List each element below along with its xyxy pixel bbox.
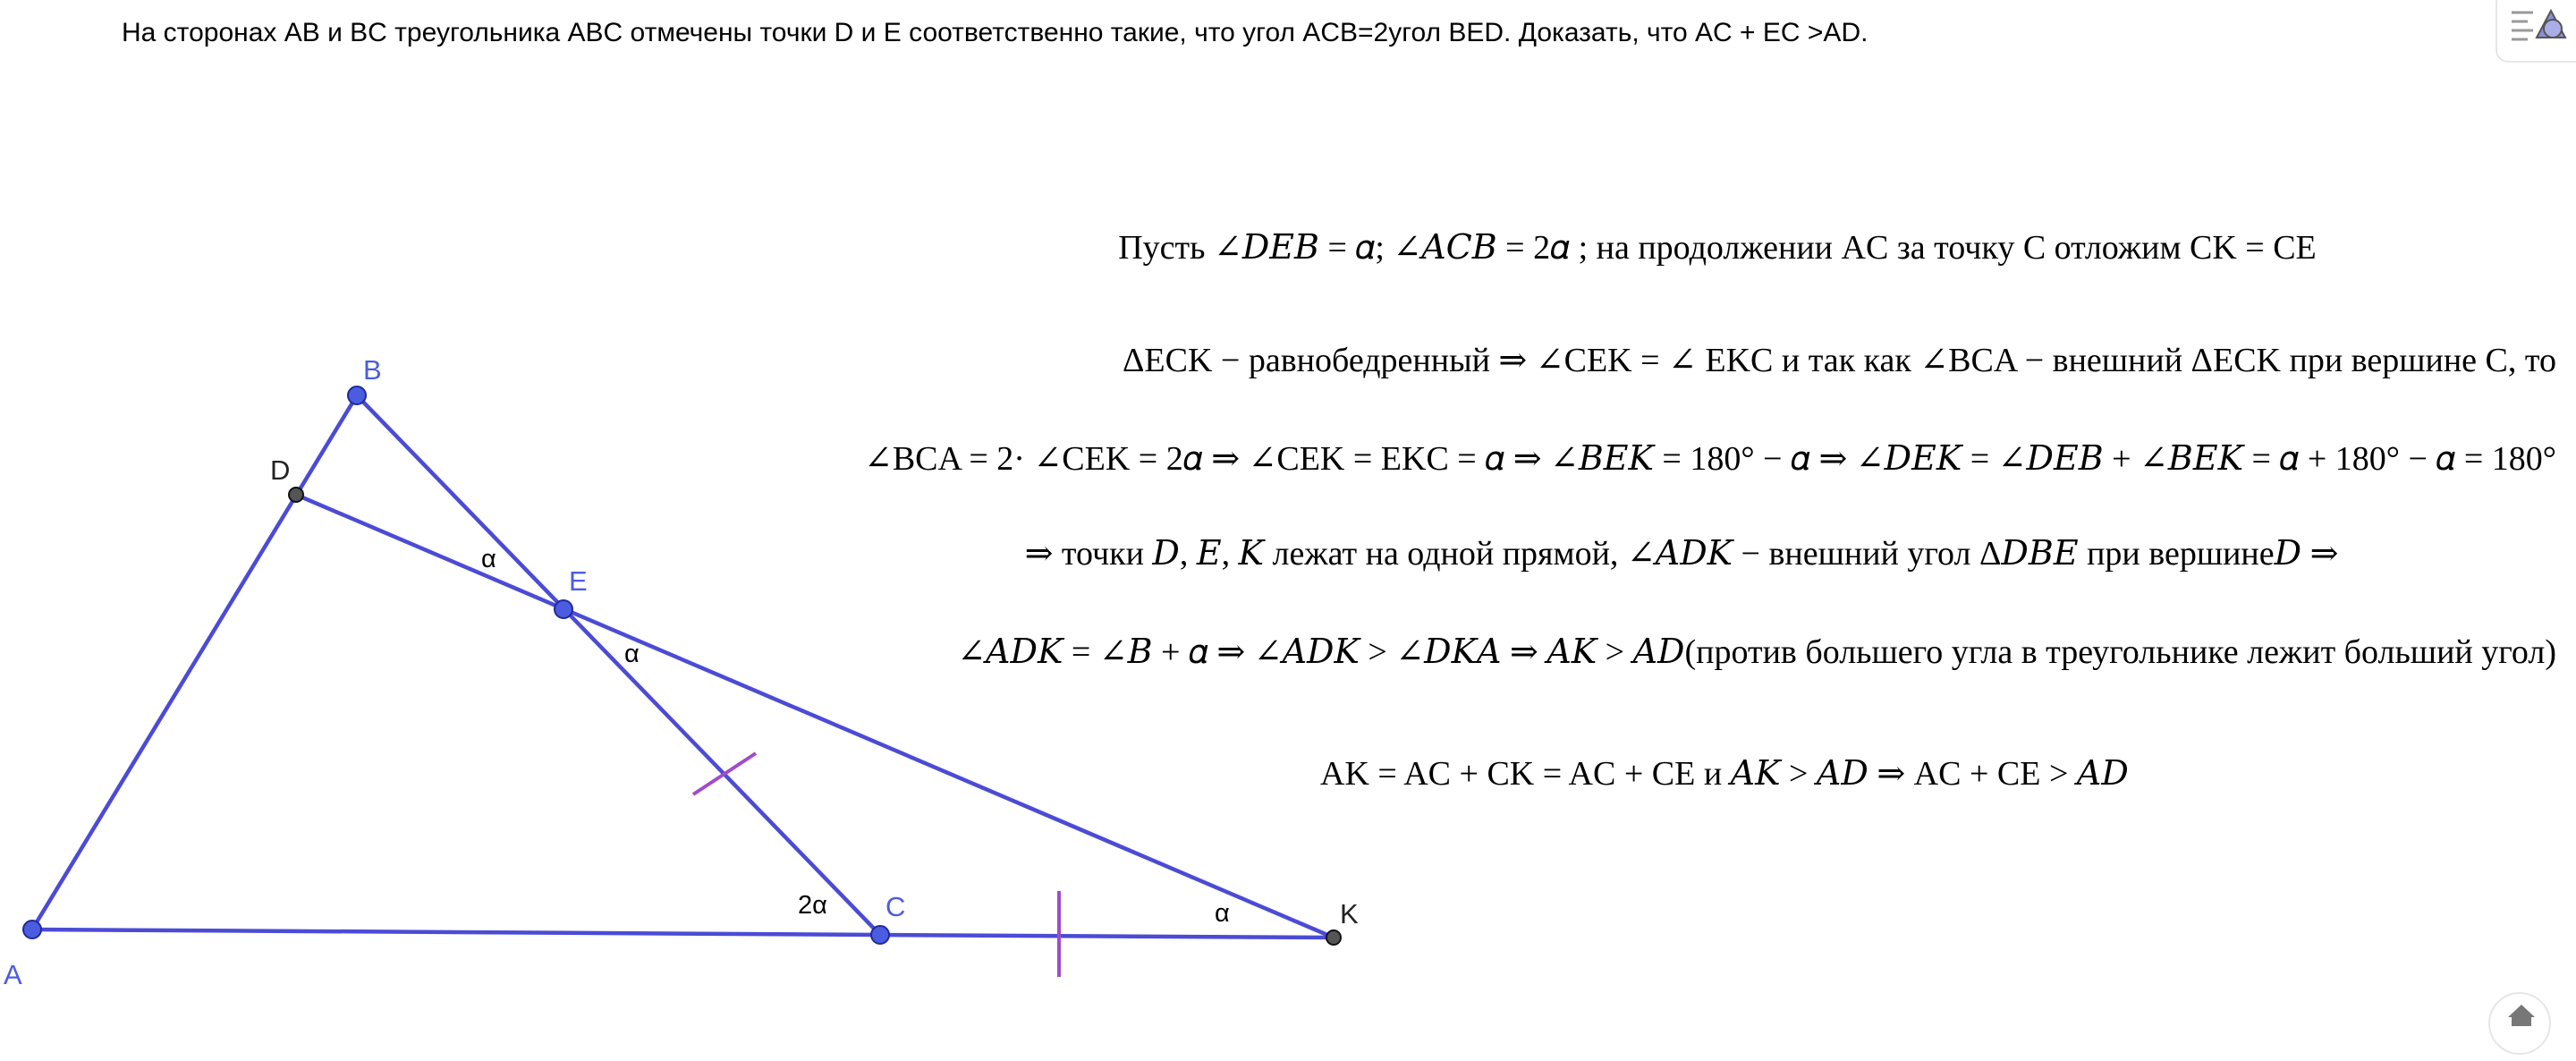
segment-ab: [32, 395, 357, 929]
angle-label-ekc: α: [1215, 899, 1230, 928]
problem-statement: На сторонах AB и BC треугольника ABC отмечены точки D и E соответственно такие, что угол ACB=2угол BED. Доказать, что AC + EC >AD.: [122, 18, 1868, 47]
point-b[interactable]: [348, 386, 366, 404]
segment-ac: [32, 929, 880, 935]
label-d: D: [270, 454, 291, 486]
point-a[interactable]: [23, 921, 41, 938]
segment-bc: [357, 395, 880, 935]
segment-ck: [880, 935, 1334, 938]
label-c: C: [886, 891, 906, 922]
point-d[interactable]: [289, 488, 303, 502]
label-a: A: [4, 959, 22, 990]
label-b: B: [363, 354, 382, 386]
solution-line-3: ∠BCA = 2· ∠CEK = 2𝛼 ⇒ ∠CEK = EKC = 𝛼 ⇒ ∠𝐵𝐸𝐾 = 180° − 𝛼 ⇒ ∠𝐷𝐸𝐾 = ∠𝐷𝐸𝐵 + ∠𝐵𝐸𝐾 = 𝛼 + 180° − 𝛼 = 180°: [864, 440, 2556, 478]
point-c[interactable]: [871, 926, 889, 944]
solution-line-1: Пусть ∠𝐷𝐸𝐵 = 𝛼; ∠𝐴𝐶𝐵 = 2𝛼 ; на продолжении AC за точку C отложим CK = CE: [1118, 229, 2317, 267]
angle-label-acb: 2α: [798, 891, 827, 920]
solution-line-2: ΔECK − равнобедренный ⇒ ∠CEK = ∠ EKC и так как ∠BCA − внешний ΔECK при вершине C, то: [1122, 342, 2556, 379]
solution-line-6: AK = AC + CK = AC + CE и 𝐴𝐾 > 𝐴𝐷 ⇒ AC + CE > 𝐴𝐷: [1320, 755, 2129, 793]
angle-label-bek: α: [624, 640, 640, 668]
point-k[interactable]: [1326, 930, 1341, 945]
solution-line-4: ⇒ точки 𝐷, 𝐸, 𝐾 лежат на одной прямой, ∠𝐴𝐷𝐾 − внешний угол Δ𝐷𝐵𝐸 при вершине𝐷 ⇒: [1024, 535, 2339, 573]
tick-mark-ce: [693, 753, 756, 794]
angle-label-deb: α: [481, 545, 496, 573]
label-e: E: [569, 565, 588, 597]
solution-line-5: ∠𝐴𝐷𝐾 = ∠𝐵 + 𝛼 ⇒ ∠𝐴𝐷𝐾 > ∠𝐷𝐾𝐴 ⇒ 𝐴𝐾 > 𝐴𝐷(против большего угла в треугольнике лежит больший угол): [957, 633, 2556, 671]
label-k: K: [1340, 898, 1359, 929]
point-e[interactable]: [555, 600, 572, 618]
